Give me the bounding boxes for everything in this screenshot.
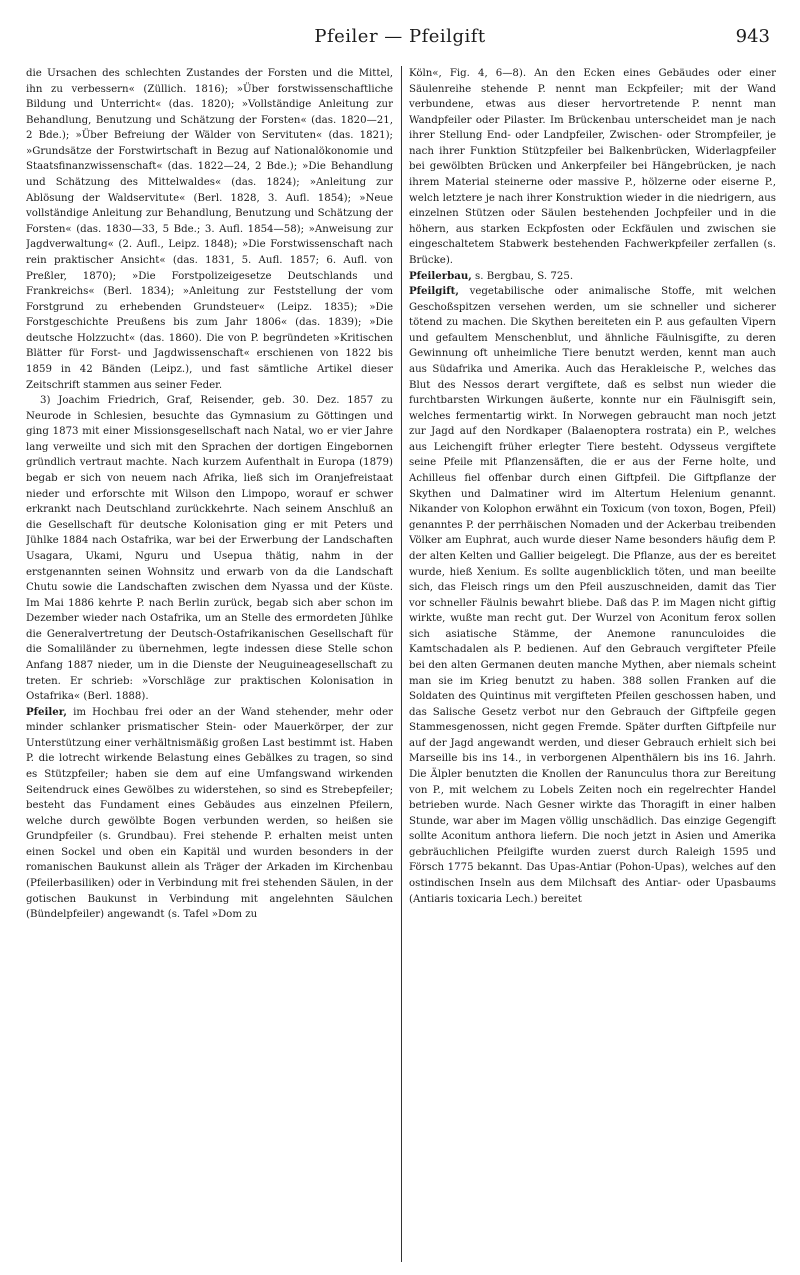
left-column bbox=[26, 66, 393, 1262]
entry-headword: Pfeilgift, bbox=[409, 285, 459, 298]
continued-paragraph: Köln«, Fig. 4, 6—8). An den Ecken eines Gebäudes oder einer Säulenreihe stehende P. nennt man Eckpfeiler; mit der Wand verbundene, etwas aus dieser hervortretende P. nennt man Wandpfeiler oder Pilaster. Im Brückenbau unterscheidet man je nach ihrer Stellung End- oder Landpfeiler, Zwischen- oder Strompfeiler, je nach ihrer Funktion Stützpfeiler bei Balkenbrücken, Widerlagpfeiler bei gewölbten Brücken und Ankerpfeiler bei Hängebrücken, je nach ihrem Material steinerne oder massive P., hölzerne oder eiserne P., welch letztere je nach ihrer Konstruktion wieder in die niedrigern, aus einzelnen Stützen oder Säulen bestehenden Jochpfeiler und in die höhern, aus starken Eckpfosten oder Eckfäulen und zwischen sie eingeschaltetem Stabwerk bestehenden Fachwerkpfeiler zerfallen (s. Brücke). bbox=[409, 68, 776, 266]
column-divider bbox=[401, 66, 402, 1262]
entry-headword: Pfeiler, bbox=[26, 705, 67, 718]
entry-pfeilgift bbox=[409, 284, 776, 907]
entry-body: im Hochbau frei oder an der Wand stehender, mehr oder minder schlanker prismatischer Stein- oder Mauerkörper, der zur Unterstützung einer verhältnismäßig großen Last bestimmt ist. Haben P. die lotrecht wirkende Belastung eines Gebälkes zu tragen, so sind es Stützpfeiler; haben sie dem auf eine Umfangswand wirkenden Seitendruck eines Gewölbes zu widerstehen, so sind es Strebepfeiler; besteht das Fundament eines Gebäudes aus einzelnen Pfeilern, welche durch gewölbte Bogen verbunden werden, so heißen sie Grundpfeiler (s. Grundbau). Frei stehende P. erhalten meist unten einen Sockel und oben ein Kapitäl und wurden besonders in der romanischen Baukunst allein als Träger der Arkaden im Kirchenbau (Pfeilerbasiliken) oder in Verbindung mit frei stehenden Säulen, in der gotischen Baukunst in Verbindung mit angelehnten Säulchen (Bündelpfeiler) angewandt (s. Tafel »Dom zu bbox=[26, 706, 393, 921]
continued-paragraph: die Ursachen des schlechten Zustandes der Forsten und die Mittel, ihn zu verbessern« (Züllich. 1816); »Über forstwissenschaftliche Bildung und Unterricht« (das. 1820); »Vollständige Anleitung zur Behandlung, Benutzung und Schätzung der Forsten« (das. 1820—21, 2 Bde.); »Über Befreiung der Wälder von Servituten« (das. 1821); »Grundsätze der Forstwirtschaft in Bezug auf Nationalökonomie und Staatsfinanzwissenschaft« (das. 1822—24, 2 Bde.); »Die Behandlung und Schätzung des Mittelwaldes« (das. 1824); »Anleitung zur Ablösung der Waldservitute« (Berl. 1828, 3. Aufl. 1854); »Neue vollständige Anleitung zur Behandlung, Benutzung und Schätzung der Forsten« (das. 1830—33, 5 Bde.; 3. Aufl. 1854—58); »Anweisung zur Jagdverwaltung« (2. Aufl., Leipz. 1848); »Die Forstwissenschaft nach rein praktischer Ansicht« (das. 1831, 5. Aufl. 1857; 6. Aufl. von Preßler, 1870); »Die Forstpolizeigesetze Deutschlands und Frankreichs« (Berl. 1834); »Anleitung zur Feststellung der vom Forstgrund zu erhebenden Grundsteuer« (Leipz. 1835); »Die Forstgeschichte Preußens bis zum Jahr 1806« (das. 1839); »Die deutsche Holzzucht« (das. 1860). Die von P. begründeten »Kritischen Blätter für Forst- und Jagdwissenschaft« erschienen von 1822 bis 1859 in 42 Bänden (Leipz.), und fast sämtliche Artikel dieser Zeitschrift stammen aus seiner Feder. bbox=[26, 68, 393, 391]
running-title: Pfeiler — Pfeilgift bbox=[314, 26, 486, 47]
page-number: 943 bbox=[735, 26, 770, 47]
entry-body: s. Bergbau, S. 725. bbox=[471, 270, 574, 282]
text-columns bbox=[26, 66, 778, 1262]
entry-pfeiler bbox=[26, 705, 393, 923]
entry-body: vegetabilische oder animalische Stoffe, mit welchen Geschoßspitzen versehen werden, um sie schneller und sicherer tötend zu machen. Die Skythen bereiteten ein P. aus gefaulten Vipern und gefaultem Menschenblut, und ähnliche Fäulnisgifte, zu deren Gewinnung oft unheimliche Tiere benutzt werden, kennt man auch aus Südafrika und Amerika. Auch das Herakleische P., welches das Blut des Nessos derart vergiftete, daß es selbst nun wieder die furchtbarsten Wirkungen äußerte, konnte nur ein Fäulnisgift sein, welches fermentartig wirkt. In Norwegen gebraucht man noch jetzt zur Jagd auf den Nordkaper (Balaenoptera rostrata) ein P., welches aus Leichengift früher erlegter Tiere besteht. Odysseus vergiftete seine Pfeile mit Pflanzensäften, die er aus der Ferne holte, und Achilleus fiel offenbar durch einen Giftpfeil. Die Giftpflanze der Skythen und Dalmatiner wird im Altertum Helenium genannt. Nikander von Kolophon erwähnt ein Toxicum (von toxon, Bogen, Pfeil) genanntes P. der perrhäischen Nomaden und der Ackerbau treibenden Völker am Euphrat, auch wurde dieser Name besonders häufig dem P. der alten Kelten und Gallier beigelegt. Die Pflanze, aus der es bereitet wurde, hieß Xenium. Es sollte augenblicklich töten, und man beeilte sich, das Fleisch rings um den Pfeil auszuschneiden, damit das Tier vor schneller Fäulnis bewahrt bliebe. Daß das P. im Magen nicht giftig wirkte, wußte man recht gut. Der Wurzel von Aconitum ferox sollen sich asiatische Stämme, der Anemone ranunculoides die Kamtschadalen als P. bedienen. Auf den Gebrauch vergifteter Pfeile bei den alten Germanen deuten manche Mythen, aber niemals scheint man sie im Krieg benutzt zu haben. 388 sollen Franken auf die Soldaten des Quintinus mit vergifteten Pfeilen geschossen haben, und das Salische Gesetz verbot nur den Gebrauch der Giftpfeile gegen Stammesgenossen, nicht gegen Fremde. Später durften Giftpfeile nur auf der Jagd angewandt werden, und dieser Gebrauch erhielt sich bei Marseille bis ins 14., in verborgenen Alpenthälern bis ins 16. Jahrh. Die Älpler benutzten die Knollen der Ranunculus thora zur Bereitung von P., mit welchem zu Lobels Zeiten noch ein regelrechter Handel betrieben wurde. Nach Gesner wirkte das Thoragift in einer halben Stunde, war aber im Magen völlig unschädlich. Das einzige Gegengift sollte Aconitum anthora liefern. Die noch jetzt in Asien und Amerika gebräuchlichen Pfeilgifte wurden zuerst durch Raleigh 1595 und Försch 1775 bekannt. Das Upas-Antiar (Pohon-Upas), welches auf den ostindischen Inseln aus dem Milchsaft des Antiar- oder Upasbaums (Antiaris toxicaria Lech.) bereitet bbox=[409, 286, 776, 905]
page-header bbox=[30, 26, 770, 52]
paragraph-joachim-friedrich: 3) Joachim Friedrich, Graf, Reisender, geb. 30. Dez. 1857 zu Neurode in Schlesien, besuchte das Gymnasium zu Göttingen und ging 1873 mit einer Missionsgesellschaft nach Natal, wo er vier Jahre lang verweilte und sich mit den Sprachen der dortigen Eingebornen gründlich vertraut machte. Nach kurzem Aufenthalt in Europa (1879) begab er sich von neuem nach Afrika, ließ sich im Oranjefreistaat nieder und erforschte mit Wilson den Limpopo, worauf er schwer erkrankt nach Deutschland zurückkehrte. Nach seinem Anschluß an die Gesellschaft für deutsche Kolonisation ging er mit Peters und Jühlke 1884 nach Ostafrika, war bei der Erwerbung der Landschaften Usagara, Ukami, Nguru und Usepua thätig, nahm in der erstgenannten seinen Wohnsitz und erwarb von da die Landschaft Chutu sowie die Landschaften zwischen dem Nyassa und der Küste. Im Mai 1886 kehrte P. nach Berlin zurück, begab sich aber schon im Dezember wieder nach Ostafrika, um an Stelle des ermordeten Jühlke die Generalvertretung der Deutsch-Ostafrikanischen Gesellschaft für die Somaliländer zu übernehmen, legte indessen diese Stelle schon Anfang 1887 nieder, um in die Dienste der Neuguineagesellschaft zu treten. Er schrieb: »Vorschläge zur praktischen Kolonisation in Ostafrika« (Berl. 1888). bbox=[26, 395, 393, 703]
entry-pfeilerbau bbox=[409, 269, 776, 285]
entry-headword: Pfeilerbau, bbox=[409, 269, 472, 282]
right-column bbox=[409, 66, 776, 1262]
